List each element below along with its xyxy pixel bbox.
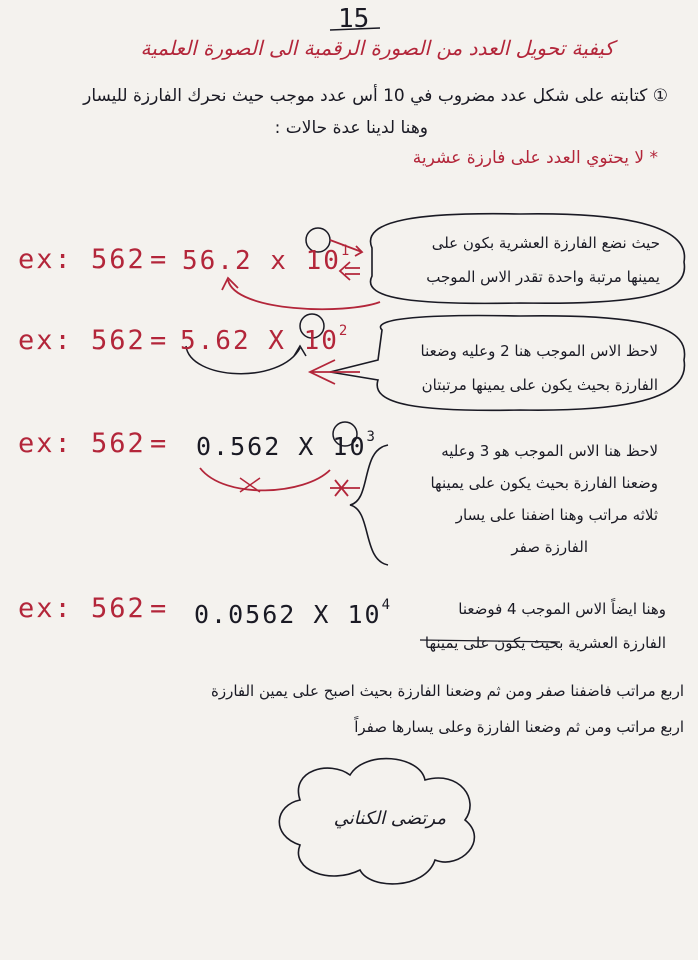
exponent: 3 [366, 429, 377, 445]
note-line: اربع مراتب ومن ثم وضعنا الفارزة وعلى يسارها صفراً [354, 718, 684, 736]
note-line: الفارزة العشرية بحيث يكون على يمينها [424, 634, 666, 652]
note-line: وضعنا الفارزة بحيث يكون على يمينها [430, 474, 658, 492]
intro-line-2: وهنا لدينا عدة حالات : [274, 118, 428, 138]
note-line: حيث نضع الفارزة العشرية بكون على [431, 234, 660, 252]
example-label: ex: 562 [18, 428, 146, 459]
curved-arrow-icon [228, 280, 380, 309]
note-line: الفارزة صفر [511, 538, 588, 556]
arrow-left-icon [330, 480, 360, 496]
arrow-left-icon [310, 360, 360, 384]
example-label: ex: 562 [18, 593, 146, 624]
example-label: ex: 562 [18, 325, 146, 356]
note-line: وهنا ايضاً الاس الموجب 4 فوضعنا [458, 600, 666, 618]
bullet-number-icon: ① [652, 86, 668, 106]
note-line: الفارزة بحيث يكون على يمينها مرتبتان [421, 376, 658, 394]
equals-sign: = [150, 244, 169, 275]
equals-sign: = [150, 593, 169, 624]
note-line: يمينها مرتبة واحدة تقدر الاس الموجب [426, 268, 660, 286]
exponent: 2 [338, 323, 350, 339]
note-bracket-3 [350, 445, 388, 565]
exponent: 4 [381, 597, 393, 613]
intro-line-3: * لا يحتوي العدد على فارزة عشرية [412, 148, 658, 168]
note-line: لاحظ هنا الاس الموجب هو 3 وعليه [441, 442, 658, 460]
exponent: 1 [340, 243, 352, 259]
signature: مرتضى الكناني [333, 808, 446, 829]
note-line: اربع مراتب فاضفنا صفر ومن ثم وضعنا الفارزة بحيث اصبح على يمين الفارزة [210, 682, 684, 700]
intro-line-1: ① كتابته على شكل عدد مضروب في 10 أس عدد موجب حيث نحرك الفارزة لليسار [83, 86, 668, 106]
equals-sign: = [150, 325, 169, 356]
scientific-value: 56.2 x $10^1$ [182, 243, 352, 276]
equals-sign: = [150, 428, 169, 459]
note-line: ثلاثه مراتب وهنا اضفنا على يسار [455, 506, 658, 524]
scientific-value: 5.62 X $10^2$ [180, 323, 350, 356]
scientific-value: 0.0562 X $10^4$ [194, 597, 393, 629]
example-label: ex: 562 [18, 244, 146, 275]
page-number: 15 [338, 4, 370, 34]
note-line: لاحظ الاس الموجب هنا 2 وعليه وضعنا [420, 342, 658, 360]
curved-arrow-icon [200, 468, 330, 490]
page-title: كيفية تحويل العدد من الصورة الرقمية الى الصورة العلمية [140, 36, 614, 60]
scientific-value: 0.562 X $10^3$ [196, 429, 377, 461]
